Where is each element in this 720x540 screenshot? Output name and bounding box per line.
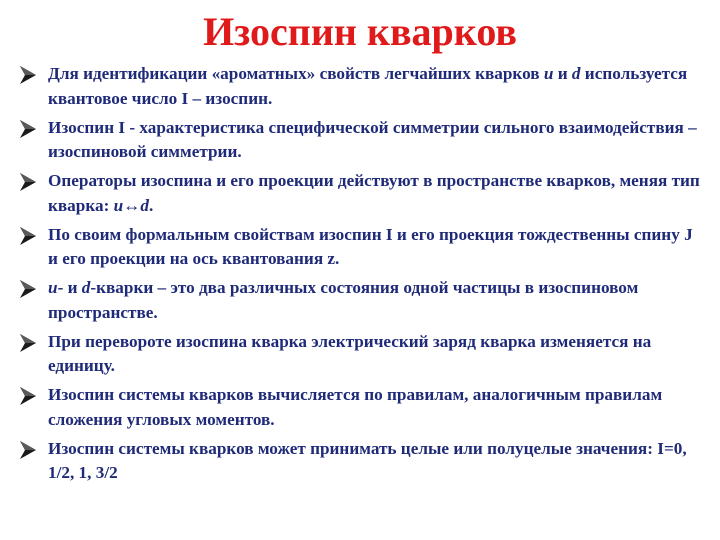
bullet-item	[18, 116, 700, 165]
bullet-text-segment: По своим формальным свойствам изоспин I и его проекция тождественны спину J и его проекции на ось квантования z.	[48, 224, 693, 268]
bullet-text-segment: d	[571, 64, 581, 83]
bullet-text-segment: u	[543, 64, 554, 83]
bullet-text-segment: d	[81, 278, 91, 297]
bullet-item	[18, 437, 700, 486]
page-title: Изоспин кварков	[203, 9, 517, 54]
bullet-text-segment: -кварки – это два различных состояния одной частицы в изоспиновом пространстве.	[48, 278, 639, 322]
arrowhead-bullet-icon	[18, 385, 40, 407]
bullet-item	[18, 169, 700, 218]
bullet-text-segment: .	[148, 195, 154, 215]
bullet-text-segment: и	[553, 64, 572, 83]
bullet-text-segment: Изоспин I - характеристика специфической симметрии сильного взаимодействия – изоспиновой симметрии.	[48, 117, 697, 161]
bullet-text-segment: используется квантовое число I – изоспин.	[48, 64, 688, 108]
bullet-text-segment: u	[48, 278, 58, 297]
bullet-text	[48, 439, 687, 483]
bullet-text	[48, 278, 638, 322]
bullet-text-segment: Изоспин системы кварков вычисляется по правилам, аналогичным правилам сложения угловых моментов.	[48, 385, 663, 429]
bullet-text-segment: - и	[57, 278, 82, 297]
bullet-text-segment: Для идентификации «ароматных» свойств легчайших кварков	[48, 64, 544, 83]
bullet-item	[18, 330, 700, 379]
arrowhead-bullet-icon	[18, 332, 40, 354]
bullet-item	[18, 223, 700, 272]
bullet-text-segment: Изоспин системы кварков может принимать целые или полуцелые значения: I=0, 1/2, 1, 3/2	[48, 438, 687, 482]
bullet-text-segment: При перевороте изоспина кварка электрический заряд кварка изменяется на единицу.	[48, 331, 652, 375]
bullet-text	[48, 385, 662, 429]
arrowhead-bullet-icon	[18, 64, 40, 86]
bullet-text-segment: Операторы изоспина и его проекции действуют в пространстве кварков, меняя тип кварка:	[48, 171, 700, 215]
arrowhead-bullet-icon	[18, 278, 40, 300]
bullet-item	[18, 276, 700, 325]
arrowhead-bullet-icon	[18, 439, 40, 461]
bullet-text	[48, 332, 651, 376]
arrowhead-bullet-icon	[18, 171, 40, 193]
bullet-list	[18, 62, 700, 490]
bullet-text	[48, 225, 693, 269]
bullet-text	[48, 171, 700, 215]
bullet-text	[48, 64, 687, 108]
bullet-item	[18, 383, 700, 432]
arrowhead-bullet-icon	[18, 118, 40, 140]
bullet-text-segment: u↔d	[113, 195, 149, 215]
bullet-text	[48, 118, 697, 162]
bullet-item	[18, 62, 700, 111]
arrowhead-bullet-icon	[18, 225, 40, 247]
